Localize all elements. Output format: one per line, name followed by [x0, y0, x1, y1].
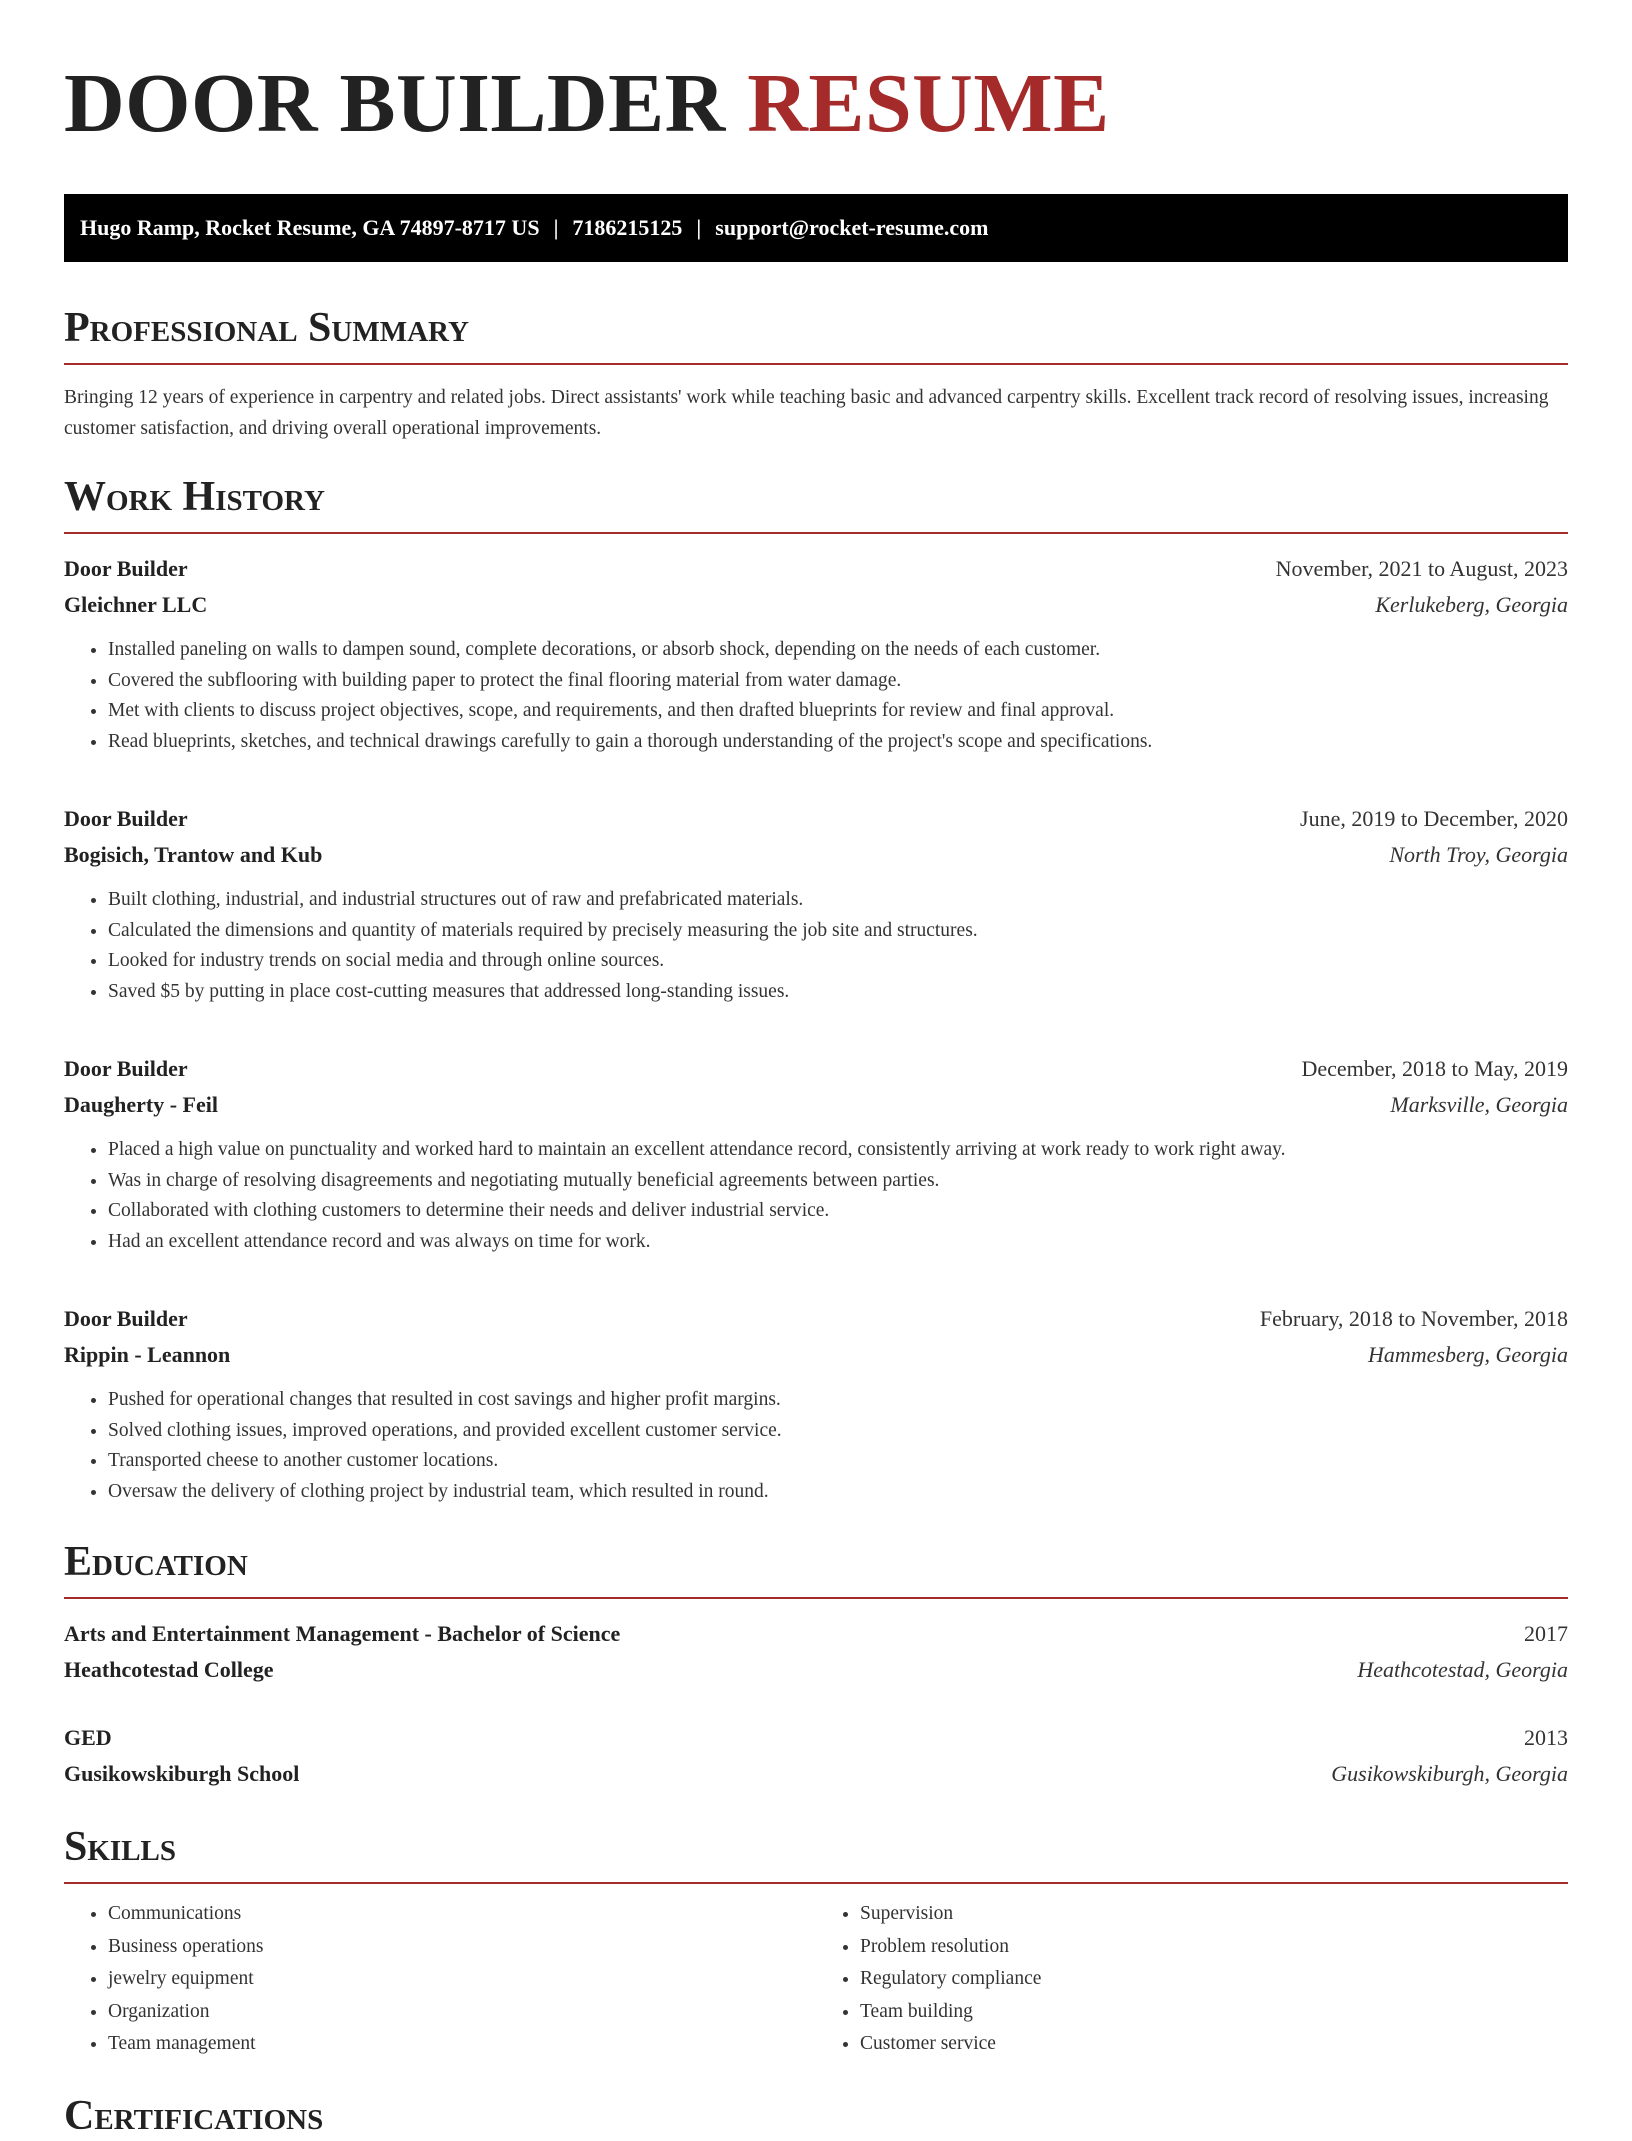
- job-company-row: [64, 587, 1568, 623]
- contact-address: Hugo Ramp, Rocket Resume, GA 74897-8717 US: [80, 215, 540, 240]
- list-item: • jewelry equipment: [108, 1963, 816, 1996]
- title-accent: RESUME: [747, 57, 1110, 150]
- skills-list-left: [64, 1898, 816, 2061]
- skills-section: [64, 1822, 1568, 2061]
- skills-list-right: [816, 1898, 1568, 2061]
- list-item: • Team management: [108, 2028, 816, 2061]
- education-entry: [64, 1616, 1568, 1688]
- section-divider: [64, 1882, 1568, 1884]
- list-item: • Team building: [860, 1996, 1568, 2029]
- list-item: • Organization: [108, 1996, 816, 2029]
- section-heading-certifications: Certifications: [64, 2092, 324, 2139]
- list-item: • Installed paneling on walls to dampen sound, complete decorations, or absorb shock, depending on the needs of each customer.: [108, 635, 1568, 666]
- list-item: • Transported cheese to another customer locations.: [108, 1446, 1568, 1477]
- section-heading-summary: Professional Summary: [64, 305, 469, 351]
- job-company: Bogisich, Trantow and Kub: [64, 842, 323, 867]
- list-item: • Oversaw the delivery of clothing project by industrial team, which resulted in round.: [108, 1477, 1568, 1508]
- list-item: • Saved $5 by putting in place cost-cutting measures that addressed long-standing issues.: [108, 977, 1568, 1008]
- job-location: Kerlukeberg, Georgia: [1375, 592, 1568, 617]
- job-company: Rippin - Leannon: [64, 1342, 231, 1367]
- section-heading-work-history: Work History: [64, 474, 325, 520]
- job-dates: February, 2018 to November, 2018: [1259, 1306, 1568, 1331]
- job-dates: December, 2018 to May, 2019: [1301, 1056, 1568, 1081]
- job-header-row: [64, 1051, 1568, 1087]
- section-heading-education: Education: [64, 1539, 248, 1585]
- list-item: • Problem resolution: [860, 1931, 1568, 1964]
- title-main: DOOR BUILDER: [64, 57, 726, 150]
- job-bullets: [64, 635, 1568, 757]
- education-location: Heathcotestad, Georgia: [1357, 1657, 1568, 1682]
- list-item: • Was in charge of resolving disagreements and negotiating mutually beneficial agreements between parties.: [108, 1166, 1568, 1197]
- job-dates: November, 2021 to August, 2023: [1275, 556, 1568, 581]
- education-year: 2017: [1524, 1621, 1568, 1646]
- job-header-row: [64, 551, 1568, 587]
- list-item: • Pushed for operational changes that resulted in cost savings and higher profit margins.: [108, 1385, 1568, 1416]
- job-title: Door Builder: [64, 806, 188, 831]
- job-bullets: [64, 1135, 1568, 1257]
- job-company-row: [64, 1337, 1568, 1373]
- list-item: • Solved clothing issues, improved operations, and provided excellent customer service.: [108, 1416, 1568, 1447]
- education-degree: GED: [64, 1725, 112, 1750]
- list-item: • Met with clients to discuss project objectives, scope, and requirements, and then drafted blueprints for review and final approval.: [108, 696, 1568, 727]
- list-item: • Customer service: [860, 2028, 1568, 2061]
- education-year: 2013: [1524, 1725, 1568, 1750]
- list-item: • Communications: [108, 1898, 816, 1931]
- job-header-row: [64, 801, 1568, 837]
- summary-text: Bringing 12 years of experience in carpentry and related jobs. Direct assistants' work while teaching basic and advanced carpentry skills. Excellent track record of resolving issues, increasing customer satisfaction, and driving overall operational improvements.: [64, 387, 1549, 439]
- section-heading-skills: Skills: [64, 1824, 177, 1870]
- education-school: Heathcotestad College: [64, 1657, 274, 1682]
- list-item: • Collaborated with clothing customers to determine their needs and deliver industrial service.: [108, 1196, 1568, 1227]
- job-title: Door Builder: [64, 1056, 188, 1081]
- job-company: Gleichner LLC: [64, 592, 208, 617]
- list-item: • Placed a high value on punctuality and worked hard to maintain an excellent attendance record, consistently arriving at work ready to work right away.: [108, 1135, 1568, 1166]
- list-item: • Built clothing, industrial, and industrial structures out of raw and prefabricated materials.: [108, 885, 1568, 916]
- job-bullets: [64, 1385, 1568, 1507]
- list-item: • Regulatory compliance: [860, 1963, 1568, 1996]
- resume-title: [64, 0, 1568, 176]
- job-location: North Troy, Georgia: [1389, 842, 1568, 867]
- job-bullets: [64, 885, 1568, 1007]
- job-title: Door Builder: [64, 556, 188, 581]
- summary-section: [64, 303, 1568, 444]
- job-title: Door Builder: [64, 1306, 188, 1331]
- job-company-row: [64, 837, 1568, 873]
- list-item: • Looked for industry trends on social media and through online sources.: [108, 946, 1568, 977]
- list-item: • Supervision: [860, 1898, 1568, 1931]
- job-dates: June, 2019 to December, 2020: [1300, 806, 1568, 831]
- contact-bar: [64, 194, 1568, 262]
- job-company: Daugherty - Feil: [64, 1092, 218, 1117]
- list-item: • Read blueprints, sketches, and technical drawings carefully to gain a thorough understanding of the project's scope and specifications.: [108, 727, 1568, 758]
- education-entry: [64, 1720, 1568, 1792]
- education-location: Gusikowskiburgh, Georgia: [1331, 1761, 1568, 1786]
- education-section: [64, 1537, 1568, 1792]
- list-item: • Business operations: [108, 1931, 816, 1964]
- section-divider: [64, 532, 1568, 534]
- list-item: • Covered the subflooring with building paper to protect the final flooring material from water damage.: [108, 666, 1568, 697]
- job-company-row: [64, 1087, 1568, 1123]
- job-location: Marksville, Georgia: [1390, 1092, 1568, 1117]
- education-degree: Arts and Entertainment Management - Bachelor of Science: [64, 1621, 621, 1646]
- list-item: • Had an excellent attendance record and was always on time for work.: [108, 1227, 1568, 1258]
- contact-separator: |: [553, 215, 559, 240]
- education-school-row: [64, 1756, 1568, 1792]
- job-entry: [64, 1051, 1568, 1257]
- skills-columns: [64, 1898, 1568, 2061]
- list-item: • Calculated the dimensions and quantity of materials required by precisely measuring the job site and structures.: [108, 916, 1568, 947]
- education-header-row: [64, 1720, 1568, 1756]
- certifications-section: [64, 2091, 1568, 2141]
- education-school: Gusikowskiburgh School: [64, 1761, 300, 1786]
- job-entry: [64, 551, 1568, 757]
- job-entry: [64, 1301, 1568, 1507]
- contact-email: support@rocket-resume.com: [715, 215, 989, 240]
- education-header-row: [64, 1616, 1568, 1652]
- contact-separator: |: [696, 215, 702, 240]
- section-divider: [64, 363, 1568, 365]
- education-school-row: [64, 1652, 1568, 1688]
- job-entry: [64, 801, 1568, 1007]
- section-divider: [64, 1597, 1568, 1599]
- job-header-row: [64, 1301, 1568, 1337]
- job-location: Hammesberg, Georgia: [1367, 1342, 1568, 1367]
- work-history-section: [64, 472, 1568, 1507]
- contact-phone: 7186215125: [572, 215, 683, 240]
